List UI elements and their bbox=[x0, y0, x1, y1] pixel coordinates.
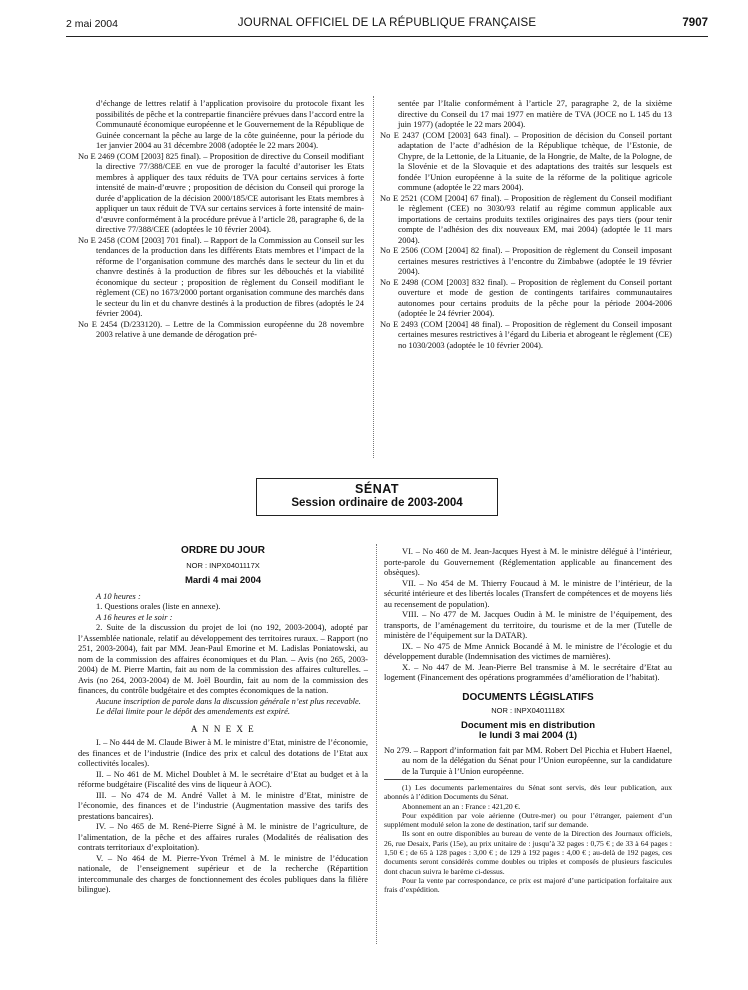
list-item: Le délai limite pour le dépôt des amendements est expiré. bbox=[96, 706, 291, 716]
list-item: 1. Questions orales (liste en annexe). bbox=[96, 601, 221, 611]
footnote: Pour la vente par correspondance, ce prix est majoré d’une participation forfaitaire aux frais d’expédition. bbox=[384, 875, 672, 895]
docs-date: le lundi 3 mai 2004 (1) bbox=[478, 730, 578, 741]
footnote: Ils sont en outre disponibles au bureau de vente de la Direction des Journaux officiels, 26, rue Desaix, Paris (15e), au prix unitaire de : jusqu’à 32 pages : 0,75 € ; de 33 à 64 pages : 1,50 € ; de 65 à 128 pages : 3,00 € ; de 129 à 192 pages : 4,00 € ; au-delà de 192 pages, ces documents seront considérés comme doubles ou triples et composés de plusieurs fascicules dont chacun suivra le barème ci-dessus. bbox=[384, 829, 672, 876]
senat-banner bbox=[256, 478, 498, 516]
senat-session: Session ordinaire de 2003-2004 bbox=[291, 497, 463, 509]
list-item: d’échange de lettres relatif à l’application provisoire du protocole fixant les possibilités de pêche et la contrepartie financière prévues dans l’accord entre la Communauté économique européenne et le Gouvernement de la République de Guinée concernant la pêche au large de la côte guinéenne, pour la période du 1er janvier 2004 au 31 décembre 2008 (adoptée le 22 mars 2004). bbox=[96, 98, 364, 150]
annexe-item: I. – No 444 de M. Claude Biwer à M. le ministre d’Etat, ministre de l’économie, des finances et de l’industrie (Indice des prix et calcul des dotations de l’Etat aux collectivités locales). bbox=[78, 737, 368, 768]
annexe-item: IX. – No 475 de Mme Annick Bocandé à M. le ministre de l’écologie et du développement durable (Indemnisation des victimes de marnières). bbox=[384, 640, 672, 661]
journal-title: JOURNAL OFFICIEL DE LA RÉPUBLIQUE FRANÇAISE bbox=[237, 17, 537, 29]
list-item: A 16 heures et le soir : bbox=[96, 611, 173, 622]
annexe-title: A N N E X E bbox=[190, 723, 256, 734]
list-item: No E 2454 (D/233120). – Lettre de la Commission européenne du 28 novembre 2003 relative à une demande de dérogation pré- bbox=[78, 318, 364, 339]
list-item: 2. Suite de la discussion du projet de loi (no 192, 2003-2004), adopté par l’Assemblée nationale, relatif au développement des territoires ruraux. – Rapport (no 251, 2003-2004), fait par MM. Jean-Paul Emorine et M. Ladislas Poniatowski, au nom de la commission des affaires économiques et du Plan. – Avis (no 265, 2003-2004) de M. Pierre Martin, fait au nom de la commission des affaires culturelles. – Avis (no 264, 2003-2004) de M. Joël Bourdin, fait au nom de la commission des finances, du contrôle budgétaire et des comptes économiques de la nation. bbox=[78, 622, 368, 695]
annexe-item: VII. – No 454 de M. Thierry Foucaud à M. le ministre de l’intérieur, de la sécurité intérieure et des libertés locales (Transfert de compétences et de moyens liés au recensement de population). bbox=[384, 577, 672, 609]
annexe-item: X. – No 447 de M. Jean-Pierre Bel transmise à M. le secrétaire d’Etat au logement (Financement des opérations programmées d’amélioration de l’habitat). bbox=[384, 661, 672, 682]
annexe-item: V. – No 464 de M. Pierre-Yvon Trémel à M. le ministre de l’éducation nationale, de l’enseignement supérieur et de la recherche (Répartition intercommunale des charges de fonctionnement des écoles publiques dans la filière bilingue). bbox=[78, 852, 368, 894]
list-item: No E 2493 (COM [2004] 48 final). – Proposition de règlement du Conseil imposant certaines mesures restrictives à l’égard du Liberia et abrogeant le règlement (CE) no 1030/2003 (adoptée le 10 février 2004). bbox=[380, 318, 672, 350]
annexe-item: IV. – No 465 de M. René-Pierre Signé à M. le ministre de l’agriculture, de l’alimentation, de la pêche et des affaires rurales (Modalités de réalisation des contrats territoriaux d’exploitation). bbox=[78, 821, 368, 852]
list-item: sentée par l’Italie conformément à l’article 27, paragraphe 2, de la sixième directive du Conseil du 17 mai 1977 en matière de TVA (JOCE no L 145 du 13 juin 1977) (adoptée le 22 mars 2004). bbox=[398, 98, 672, 129]
column-divider bbox=[376, 544, 377, 944]
annexe-item: III. – No 474 de M. André Vallet à M. le ministre d’Etat, ministre de l’économie, des finances et de l’industrie (Augmentation massive des tarifs des prestations bancaires). bbox=[78, 789, 368, 821]
docs-subtitle: Document mis en distribution bbox=[460, 719, 596, 731]
docs-title: DOCUMENTS LÉGISLATIFS bbox=[462, 691, 594, 703]
docs-nor: NOR : INPX0401118X bbox=[491, 706, 565, 715]
header-date: 2 mai 2004 bbox=[66, 18, 118, 30]
header-rule bbox=[66, 36, 708, 37]
list-item: No E 2506 (COM [2004] 82 final). – Proposition de règlement du Conseil imposant certaines mesures restrictives à l’encontre du Zimbabwe (adoptée le 19 février 2004). bbox=[380, 245, 672, 276]
ordre-title: ORDRE DU JOUR bbox=[181, 545, 265, 556]
ordre-nor: NOR : INPX0401117X bbox=[186, 560, 260, 570]
list-item: Aucune inscription de parole dans la discussion générale n’est plus recevable. bbox=[96, 695, 361, 706]
ordre-date: Mardi 4 mai 2004 bbox=[184, 575, 262, 586]
column-divider bbox=[373, 96, 374, 458]
footnote: Pour expédition par voie aérienne (Outre-mer) ou pour l’étranger, paiement d’un supplément modulé selon la zone de destination, tarif sur demande. bbox=[384, 810, 672, 830]
annexe-item: II. – No 461 de M. Michel Doublet à M. le secrétaire d’Etat au budget et à la réforme budgétaire (Fiscalité des vins de liqueur à AOC). bbox=[78, 768, 368, 789]
footnote: Abonnement an an : France : 421,20 €. bbox=[402, 801, 521, 811]
annexe-continued-column bbox=[384, 546, 672, 895]
page-header bbox=[66, 16, 708, 32]
list-item: No E 2498 (COM [2003] 832 final). – Proposition de règlement du Conseil portant ouverture et mode de gestion de contingents tarifaires communautaires autonomes pour certains produits de la pêche pour la période 2004-2006 (adoptée le 24 février 2004). bbox=[380, 276, 672, 318]
list-item: No E 2437 (COM [2003] 643 final). – Proposition de décision du Conseil portant adaptation de l’acte d’adhésion de la République tchèque, de l’Estonie, de Chypre, de la Lettonie, de la Lituanie, de la Hongrie, de Malte, de la Pologne, de la Slovénie et de la Slovaquie et des adaptations des traités sur lesquels est fondée l’Union européenne à la suite de la réforme de la politique agricole commune (adoptée le 22 mars 2004). bbox=[380, 129, 672, 192]
page-number: 7907 bbox=[682, 17, 708, 29]
senat-title: SÉNAT bbox=[355, 482, 399, 496]
ordre-du-jour-column bbox=[78, 546, 368, 895]
top-right-column bbox=[380, 98, 672, 350]
list-item: No E 2469 (COM [2003] 825 final). – Proposition de directive du Conseil modifiant la directive 77/388/CEE en vue de proroger la faculté d’autoriser les Etats membres à appliquer des taux réduits de TVA pour certains services à forte intensité de main-d’œuvre ; proposition de décision du Conseil qui proroge la durée d’application de la décision 2000/185/CE autorisant les Etats membres à appliquer un taux réduit de TVA sur certains services à forte intensité de main-d’œuvre conformément à la procédure prévue à l’article 28, paragraphe 6, de la directive 77/388/CEE (adoptées le 10 février 2004). bbox=[78, 150, 364, 234]
annexe-item: VI. – No 460 de M. Jean-Jacques Hyest à M. le ministre délégué à l’intérieur, porte-parole du Gouvernement (Réglementation applicable au financement des obsèques). bbox=[384, 546, 672, 577]
list-item: No E 2521 (COM [2004] 67 final). – Proposition de règlement du Conseil modifiant le règlement (CEE) no 3030/93 relatif au régime commun applicable aux importations de certains produits textiles originaires des pays tiers (pour tenir compte de l’adhésion des dix nouveaux EM, mai 2004) (adoptée le 11 mars 2004). bbox=[380, 192, 672, 245]
list-item: No E 2458 (COM [2003] 701 final). – Rapport de la Commission au Conseil sur les tendances de la production dans les différents Etats membres et l’impact de la réforme de l’organisation commune des marchés dans le secteur du lin et du chanvre destinés à la production de fibres sur les débouchés et la viabilité économique du secteur ; proposition de règlement du Conseil modifiant le règlement (CE) no 1673/2000 portant organisation commune des marchés dans le secteur du lin et du chanvre destinés à la production de fibres (adoptés le 24 février 2004). bbox=[78, 234, 364, 318]
list-item: A 10 heures : bbox=[96, 590, 141, 601]
top-left-column bbox=[78, 98, 364, 340]
list-item: No 279. – Rapport d’information fait par MM. Robert Del Picchia et Hubert Haenel, au nom de la délégation du Sénat pour l’Union européenne, sur la candidature de la Turquie à l’Union européenne. bbox=[384, 744, 672, 776]
footnote-rule bbox=[384, 779, 474, 780]
footnote: (1) Les documents parlementaires du Sénat sont servis, dès leur publication, aux abonnés à l’édition Documents du Sénat. bbox=[384, 783, 672, 802]
annexe-item: VIII. – No 477 de M. Jacques Oudin à M. le ministre de l’équipement, des transports, de l’aménagement du territoire, du tourisme et de la mer (Tutelle de ministère de l’équipement sur la DATAR). bbox=[384, 609, 672, 640]
